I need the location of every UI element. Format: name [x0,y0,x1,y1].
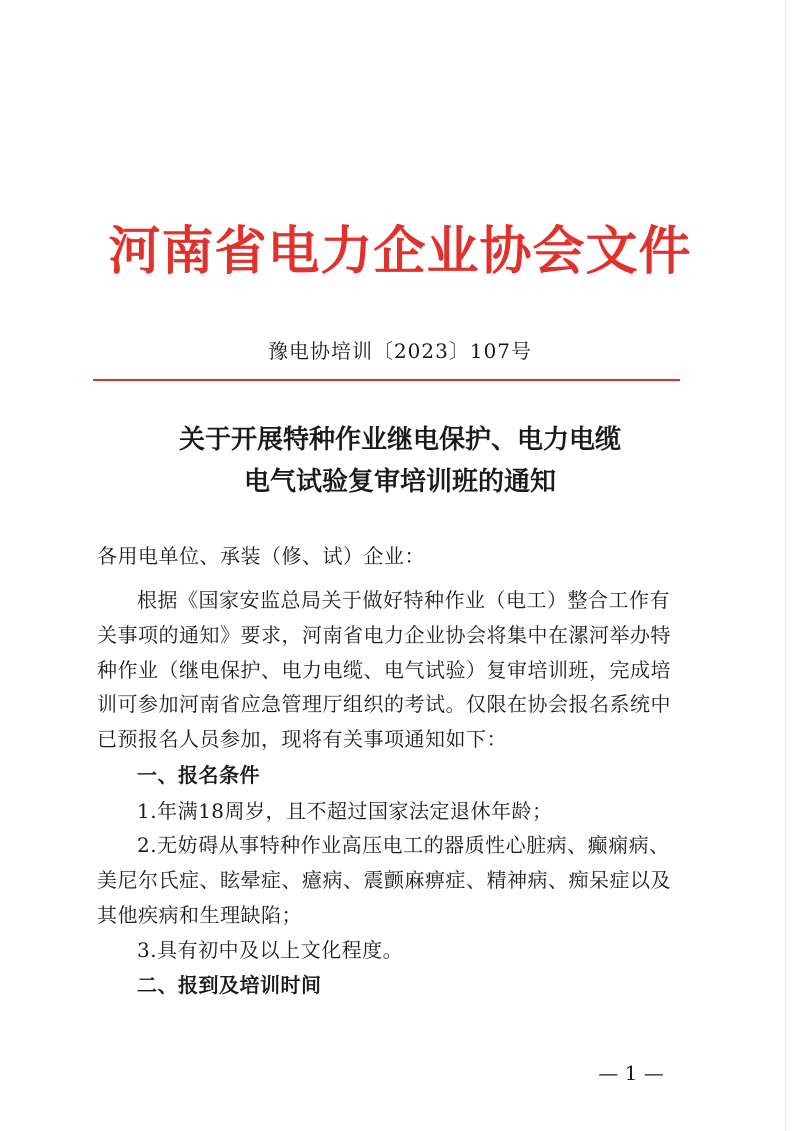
intro-line: 关事项的通知》要求，河南省电力企业协会将集中在漯河举办特 [97,623,671,647]
intro-line: 种作业（继电保护、电力电缆、电气试验）复审培训班，完成培 [97,658,671,682]
condition-item-2-line: 2.无妨碍从事特种作业高压电工的器质性心脏病、癫痫病、 [137,833,670,857]
condition-item-1: 1.年满18周岁，且不超过国家法定退休年龄； [137,799,553,823]
notice-title-line2: 电气试验复审培训班的通知 [243,467,556,497]
issuer-title: 河南省电力企业协会文件 [108,222,692,282]
intro-line: 训可参加河南省应急管理厅组织的考试。仅限在协会报名系统中 [97,692,671,716]
scan-edge-line [785,0,786,1131]
red-divider [93,379,680,381]
section2-heading: 二、报到及培训时间 [137,973,322,997]
salutation: 各用电单位、承装（修、试）企业： [97,544,425,568]
page-number: — 1 — [598,1061,664,1085]
intro-line: 已预报名人员参加，现将有关事项通知如下： [97,727,507,751]
condition-item-2-line: 美尼尔氏症、眩晕症、癔病、震颤麻痹症、精神病、痴呆症以及 [97,868,671,892]
intro-line: 根据《国家安监总局关于做好特种作业（电工）整合工作有 [137,588,670,612]
section1-heading: 一、报名条件 [137,763,260,787]
condition-item-2-line: 其他疾病和生理缺陷； [97,903,302,927]
document-number: 豫电协培训〔2023〕107号 [267,339,533,363]
condition-item-3: 3.具有初中及以上文化程度。 [137,938,404,962]
notice-title-line1: 关于开展特种作业继电保护、电力电缆 [178,425,621,455]
